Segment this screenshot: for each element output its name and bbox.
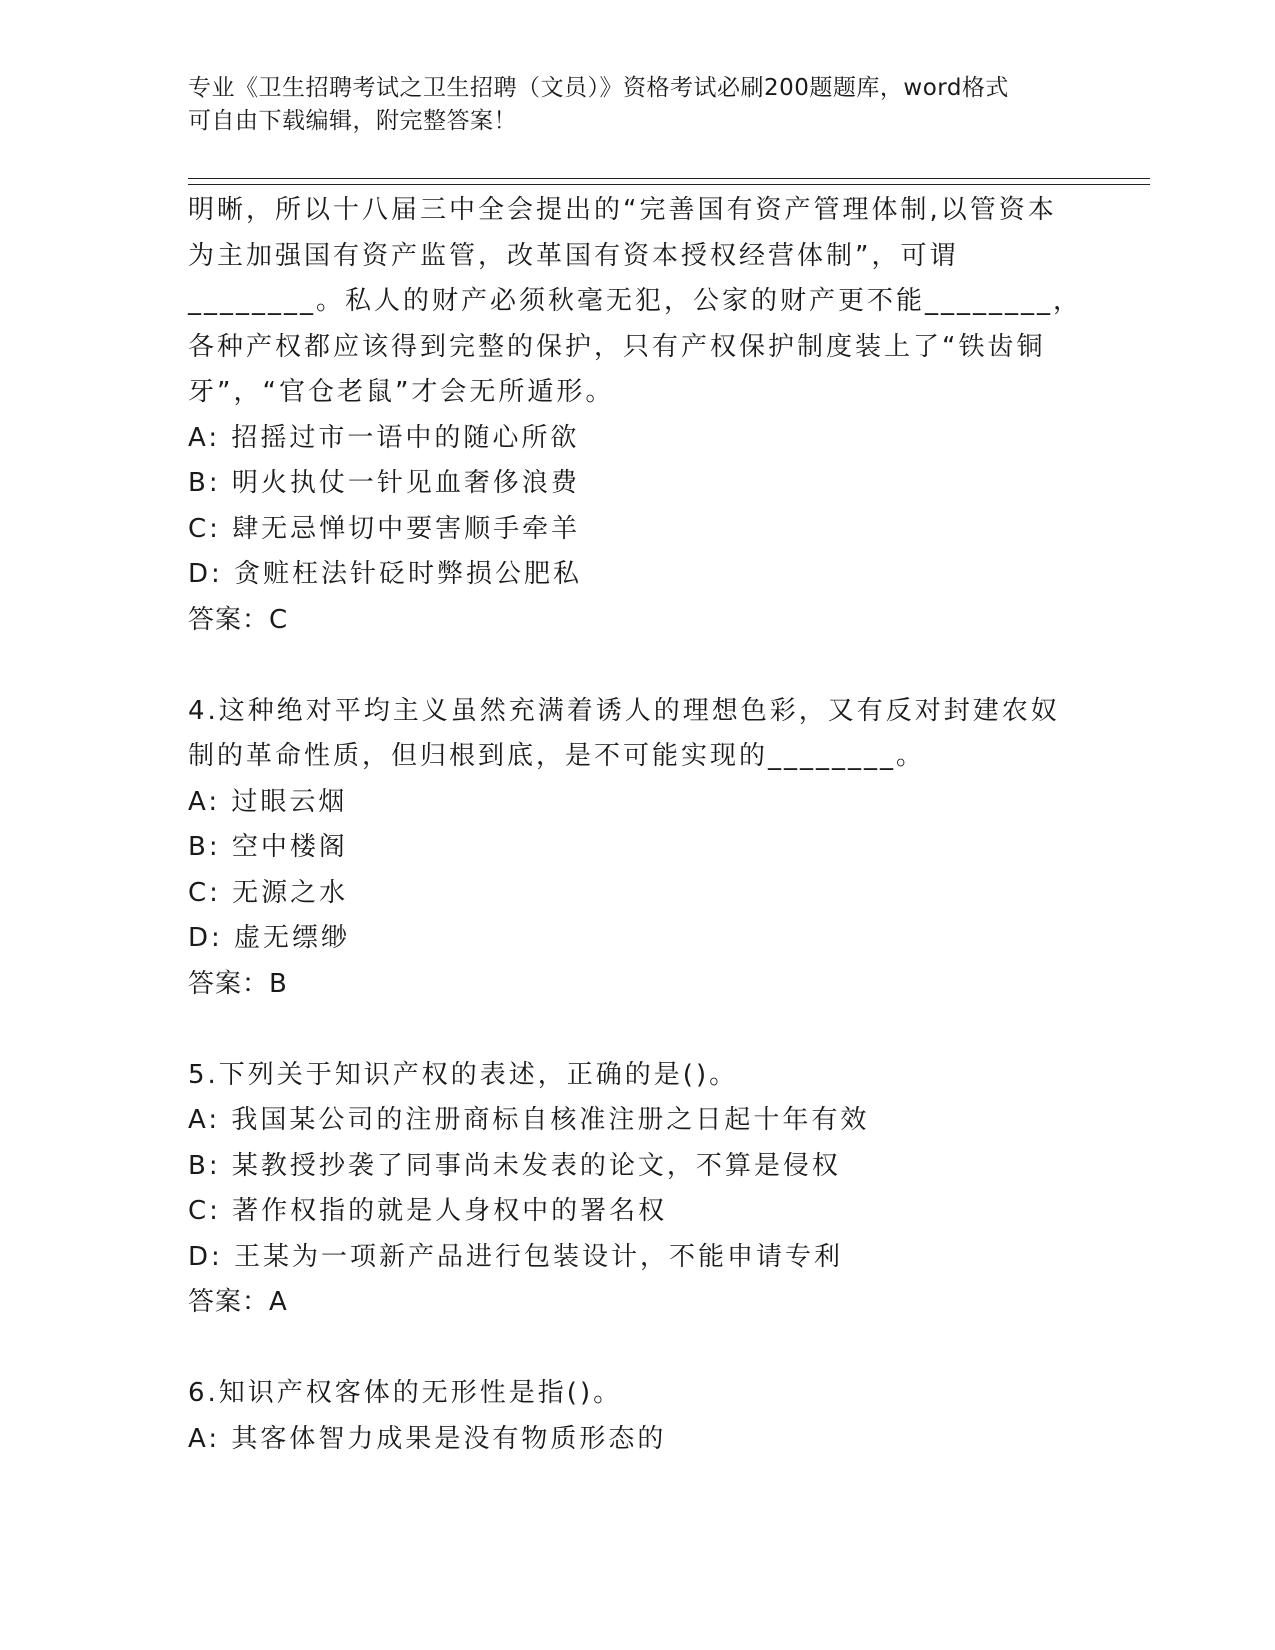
option-a: A: 我国某公司的注册商标自核准注册之日起十年有效: [188, 1105, 870, 1135]
question-text: 牙”，“官仓老鼠”才会无所遁形。: [188, 377, 615, 407]
answer-line: 答案：C: [188, 604, 289, 635]
spacer: [188, 643, 1088, 689]
option-b: B: 某教授抄袭了同事尚未发表的论文，不算是侵权: [188, 1150, 841, 1181]
option-d: D: 贪赃枉法针砭时弊损公肥私: [188, 559, 583, 589]
option-d: D: 王某为一项新产品进行包装设计，不能申请专利: [188, 1241, 844, 1272]
document-body: [188, 188, 1088, 1462]
question-text: 制的革命性质，但归根到底，是不可能实现的________。: [188, 741, 926, 771]
question-text: 各种产权都应该得到完整的保护，只有产权保护制度装上了“铁齿铜: [188, 331, 1046, 362]
question-text: 6.知识产权客体的无形性是指()。: [188, 1378, 623, 1408]
question-6: [188, 1371, 1088, 1462]
question-3: [188, 188, 1088, 643]
option-a: A: 其客体智力成果是没有物质形态的: [188, 1423, 667, 1454]
option-d: D: 虚无缥缈: [188, 923, 351, 953]
option-c: C: 肆无忌惮切中要害顺手牵羊: [188, 513, 581, 544]
header-divider-bottom: [188, 184, 1150, 185]
header-title-line1: 专业《卫生招聘考试之卫生招聘（文员）》资格考试必刷200题题库，word格式: [188, 75, 1009, 101]
question-text: 明晰，所以十八届三中全会提出的“完善国有资产管理体制,以管资本: [188, 195, 1057, 225]
option-b: B: 明火执仗一针见血奢侈浪费: [188, 468, 580, 498]
spacer: [188, 1007, 1088, 1053]
header-divider-top: [188, 178, 1150, 179]
question-text: 4.这种绝对平均主义虽然充满着诱人的理想色彩，又有反对封建农奴: [188, 695, 1060, 726]
question-text: 为主加强国有资产监管，改革国有资本授权经营体制”，可谓: [188, 240, 959, 271]
option-b: B: 空中楼阁: [188, 832, 348, 862]
document-header: [188, 72, 1068, 138]
option-a: A: 招摇过市一语中的随心所欲: [188, 422, 580, 453]
question-text: ________。私人的财产必须秋毫无犯，公家的财产更不能________，: [188, 286, 1083, 316]
answer-line: 答案：A: [188, 1287, 288, 1317]
option-a: A: 过眼云烟: [188, 786, 348, 817]
spacer: [188, 1326, 1088, 1372]
answer-line: 答案：B: [188, 968, 288, 999]
option-c: C: 无源之水: [188, 877, 349, 908]
header-title-line2: 可自由下载编辑，附完整答案！: [188, 108, 517, 134]
question-4: [188, 689, 1088, 1008]
question-text: 5.下列关于知识产权的表述，正确的是()。: [188, 1059, 739, 1090]
question-5: [188, 1053, 1088, 1326]
option-c: C: 著作权指的就是人身权中的署名权: [188, 1196, 668, 1226]
